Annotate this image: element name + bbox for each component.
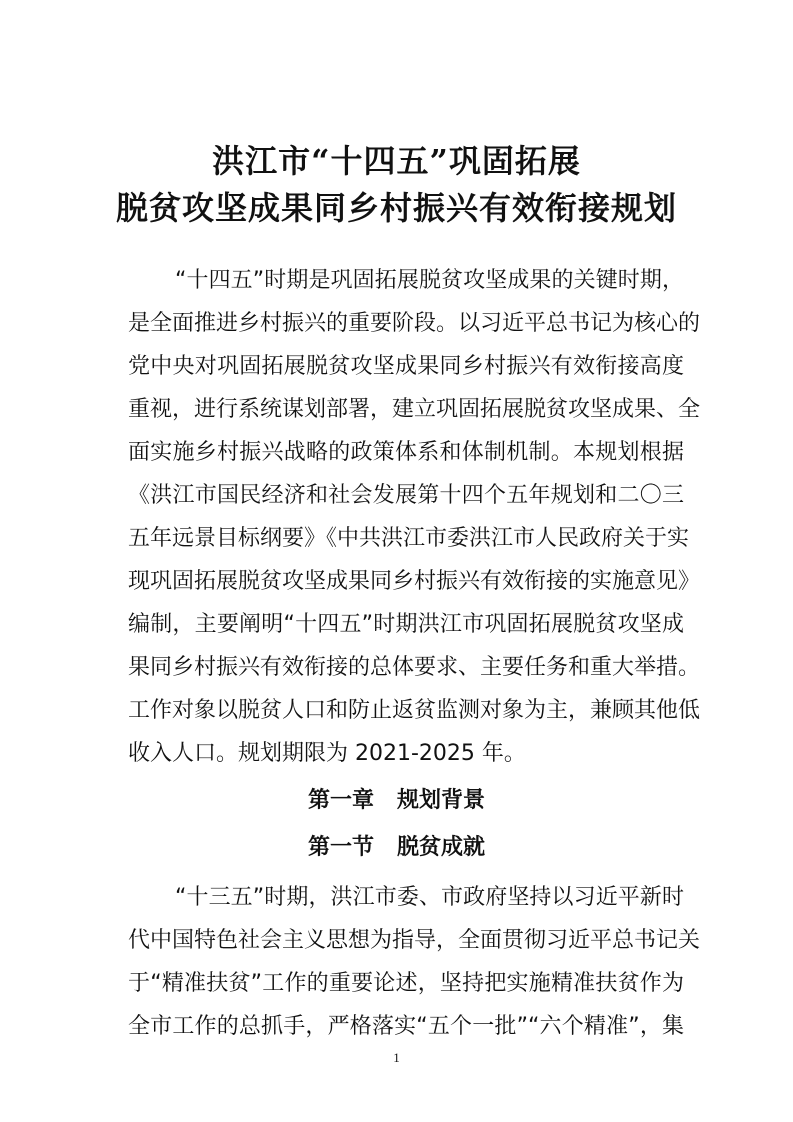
paragraph-line: “十三五”时期，洪江市委、市政府坚持以习近平新时 [175,885,684,910]
paragraph-line: 编制，主要阐明“十四五”时期洪江市巩固拓展脱贫攻坚成 [128,612,684,637]
paragraph-line: 果同乡村振兴有效衔接的总体要求、主要任务和重大举措。 [128,655,701,680]
paragraph-line: 重视，进行系统谋划部署，建立巩固拓展脱贫攻坚成果、全 [128,397,701,422]
paragraph-line: 代中国特色社会主义思想为指导，全面贯彻习近平总书记关 [128,928,701,953]
section-heading: 第一节 脱贫成就 [308,835,485,860]
paragraph-line: 面实施乡村振兴战略的政策体系和体制机制。本规划根据 [128,440,684,465]
chapter-heading: 第一章 规划背景 [308,788,485,813]
paragraph-line: 五年远景目标纲要》《中共洪江市委洪江市人民政府关于实 [128,526,690,551]
paragraph-line: 工作对象以脱贫人口和防止返贫监测对象为主，兼顾其他低 [128,698,701,723]
paragraph-line: 《洪江市国民经济和社会发展第十四个五年规划和二〇三 [128,483,684,508]
paragraph-line: 现巩固拓展脱贫攻坚成果同乡村振兴有效衔接的实施意见》 [128,569,701,594]
paragraph-line: 收入人口。规划期限为 2021-2025 年。 [128,741,526,766]
paragraph-line: “十四五”时期是巩固拓展脱贫攻坚成果的关键时期， [175,268,684,293]
document-title-line-2: 脱贫攻坚成果同乡村振兴有效衔接规划 [115,189,677,227]
document-title-line-1: 洪江市“十四五”巩固拓展 [212,142,581,180]
page-number: 1 [393,1050,400,1065]
paragraph-line: 党中央对巩固拓展脱贫攻坚成果同乡村振兴有效衔接高度 [128,354,684,379]
paragraph-line: 全市工作的总抓手，严格落实“五个一批”“六个精准”，集 [128,1014,684,1039]
paragraph-line: 于“精准扶贫”工作的重要论述，坚持把实施精准扶贫作为 [128,971,684,996]
paragraph-line: 是全面推进乡村振兴的重要阶段。以习近平总书记为核心的 [128,311,701,336]
